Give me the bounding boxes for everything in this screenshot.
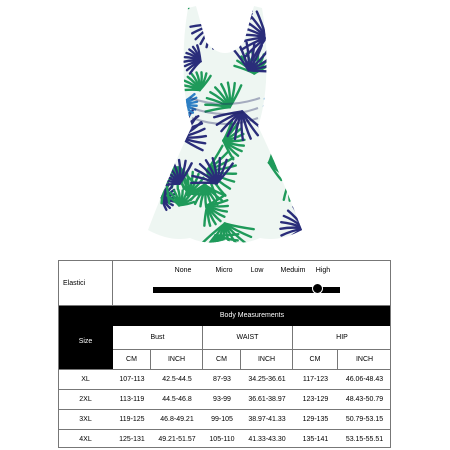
value-cell: 36.61-38.97 xyxy=(248,396,286,403)
elasticity-panel xyxy=(58,260,391,306)
value-cell: 107-113 xyxy=(119,376,145,383)
value-cell: 38.97-41.33 xyxy=(248,416,286,423)
group-hip: HIP xyxy=(293,326,391,349)
unit-bust-cm: CM xyxy=(113,349,151,369)
value-cell: 105-110 xyxy=(209,436,235,443)
value-cell: 119-125 xyxy=(119,416,145,423)
value-cell: 135-141 xyxy=(302,436,329,443)
value-cell: 117-123 xyxy=(302,376,329,383)
value-cell: 46.06-48.43 xyxy=(345,376,384,383)
unit-bust-inch: INCH xyxy=(151,349,203,369)
product-image xyxy=(130,2,320,250)
group-waist: WAIST xyxy=(203,326,293,349)
size-cell: 4XL xyxy=(79,436,92,443)
unit-hip-cm: CM xyxy=(293,349,338,369)
value-cell: 113-119 xyxy=(119,396,145,403)
size-cell: XL xyxy=(81,376,90,383)
value-cell: 93-99 xyxy=(213,396,231,403)
value-cell: 125-131 xyxy=(119,436,145,443)
group-bust: Bust xyxy=(113,326,203,349)
value-cell: 50.79-53.15 xyxy=(345,416,384,423)
elasticity-levels xyxy=(119,267,385,277)
unit-waist-cm: CM xyxy=(203,349,241,369)
value-cell: 41.33-43.30 xyxy=(248,436,286,443)
level-meduim: Meduim xyxy=(280,267,306,274)
table-row xyxy=(58,389,391,409)
table-row xyxy=(58,409,391,429)
value-cell: 42.5-44.5 xyxy=(162,376,192,383)
body-measurements-title: Body Measurements xyxy=(219,311,285,319)
level-low: Low xyxy=(250,267,264,274)
unit-hip-inch: INCH xyxy=(338,349,391,369)
size-cell: 2XL xyxy=(79,396,92,403)
level-high: High xyxy=(315,267,331,274)
value-cell: 44.5-46.8 xyxy=(162,396,192,403)
value-cell: 129-135 xyxy=(302,416,329,423)
unit-waist-inch: INCH xyxy=(241,349,293,369)
size-chart-table xyxy=(58,305,391,448)
table-row xyxy=(58,369,391,389)
elasticity-label: Elasticі xyxy=(59,261,113,305)
swim-dress-illustration xyxy=(130,2,320,250)
value-cell: 34.25-36.61 xyxy=(248,376,286,383)
value-cell: 48.43-50.79 xyxy=(345,396,384,403)
size-column-header: Size xyxy=(58,305,113,369)
level-micro: Micro xyxy=(215,267,233,274)
level-none: None xyxy=(174,267,192,274)
value-cell: 46.8-49.21 xyxy=(160,416,194,423)
elasticity-slider-thumb xyxy=(312,283,323,294)
table-row xyxy=(58,429,391,449)
value-cell: 87-93 xyxy=(213,376,231,383)
size-cell: 3XL xyxy=(79,416,92,423)
value-cell: 49.21-51.57 xyxy=(158,436,196,443)
value-cell: 99-105 xyxy=(211,416,233,423)
value-cell: 53.15-55.51 xyxy=(345,436,384,443)
value-cell: 123-129 xyxy=(302,396,329,403)
